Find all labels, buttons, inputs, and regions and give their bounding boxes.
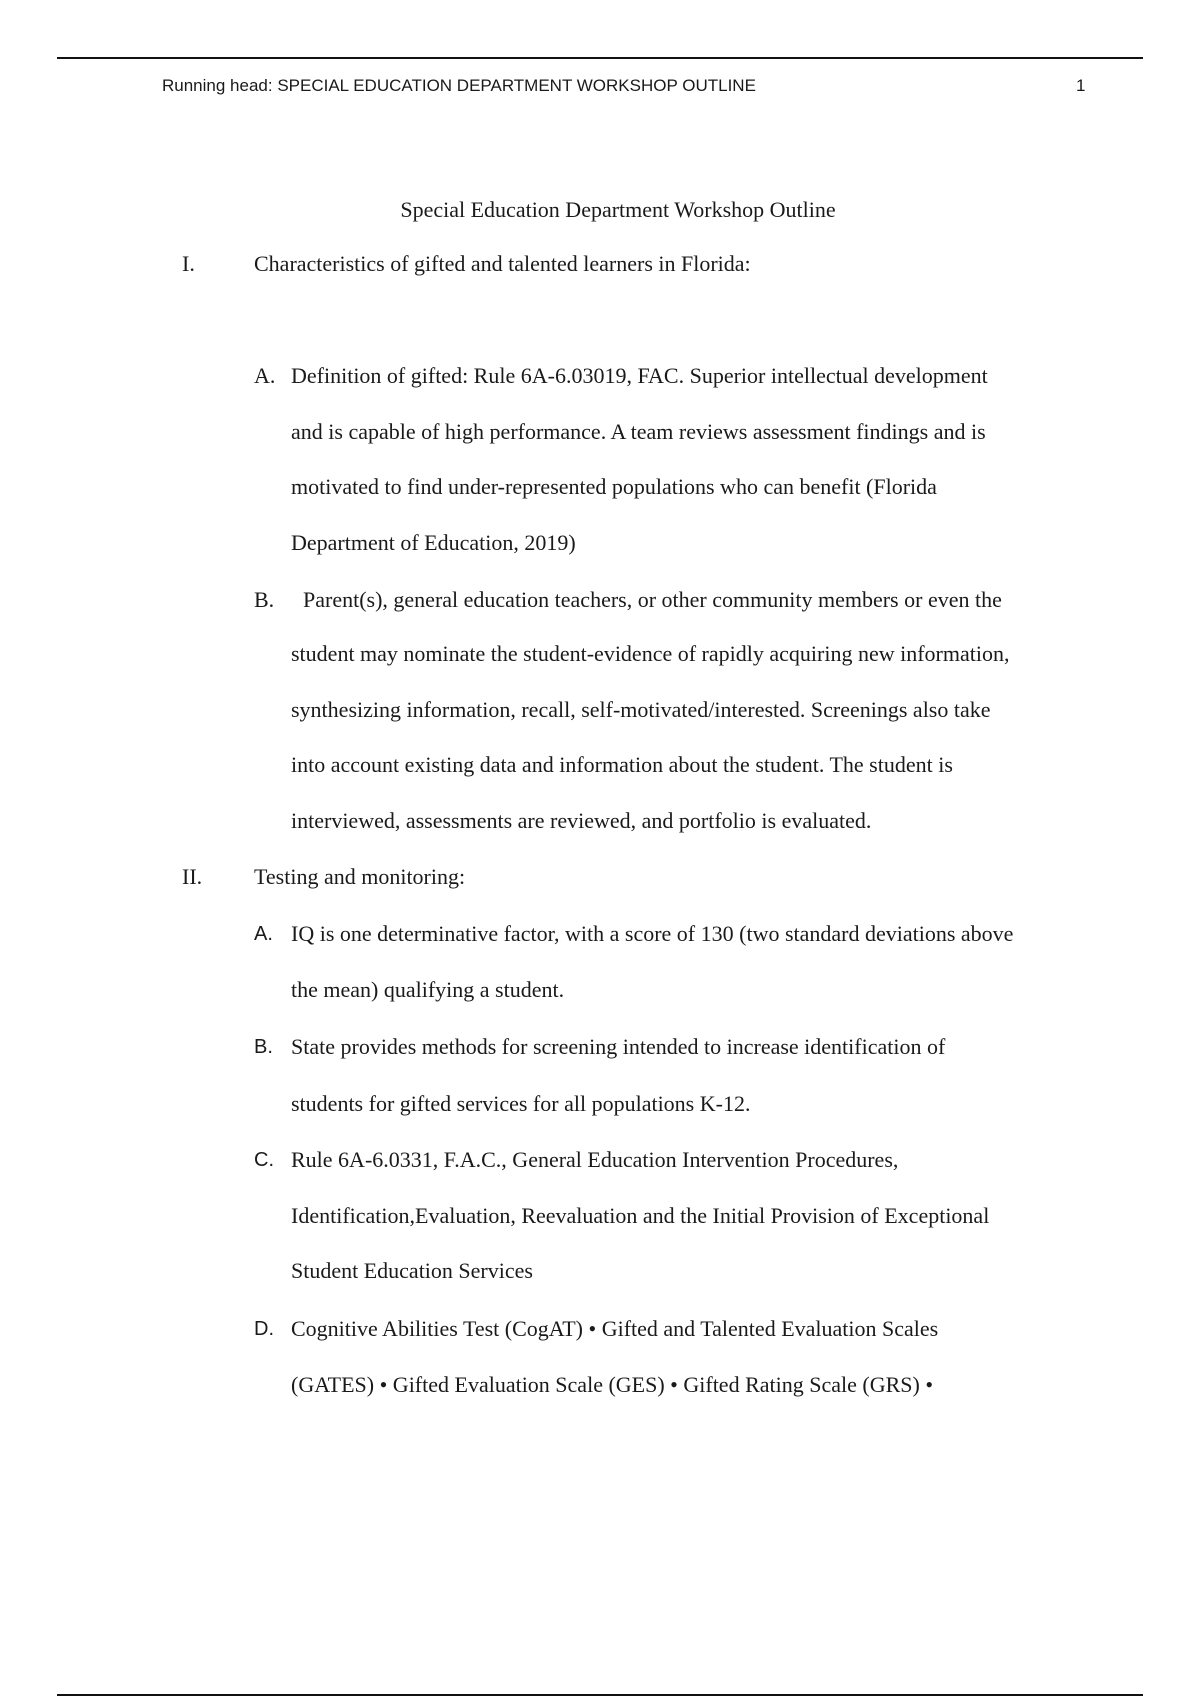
item-line: (GATES) • Gifted Evaluation Scale (GES) • Gifted Rating Scale (GRS) •: [291, 1372, 934, 1397]
item-line: Identification,Evaluation, Reevaluation and the Initial Provision of Exceptional: [291, 1203, 990, 1228]
page-number: 1: [1076, 76, 1086, 95]
item-letter: A.: [254, 923, 273, 945]
section-numeral: I.: [182, 251, 195, 276]
item-line: Rule 6A-6.0331, F.A.C., General Education Intervention Procedures,: [291, 1147, 899, 1172]
item-line: Definition of gifted: Rule 6A-6.03019, FAC. Superior intellectual development: [291, 363, 988, 388]
item-line: interviewed, assessments are reviewed, and portfolio is evaluated.: [291, 808, 872, 833]
item-line: Department of Education, 2019): [291, 530, 576, 555]
item-line: and is capable of high performance. A team reviews assessment findings and is: [291, 419, 986, 444]
item-letter: C.: [254, 1149, 274, 1171]
header-rule: [57, 57, 1143, 59]
item-letter: D.: [254, 1318, 274, 1340]
item-letter: A.: [254, 363, 276, 388]
footer-rule: [57, 1694, 1143, 1696]
item-letter: B.: [254, 1036, 273, 1058]
item-line: IQ is one determinative factor, with a score of 130 (two standard deviations above: [291, 921, 1014, 946]
section-heading: Characteristics of gifted and talented learners in Florida:: [254, 251, 751, 276]
item-line: State provides methods for screening intended to increase identification of: [291, 1034, 946, 1059]
item-line: student may nominate the student-evidence of rapidly acquiring new information,: [291, 641, 1010, 666]
item-line: synthesizing information, recall, self-motivated/interested. Screenings also take: [291, 697, 991, 722]
item-line: Student Education Services: [291, 1258, 533, 1283]
item-line: Parent(s), general education teachers, or other community members or even the: [303, 587, 1002, 612]
item-line: motivated to find under-represented populations who can benefit (Florida: [291, 474, 937, 499]
running-head: Running head: SPECIAL EDUCATION DEPARTMENT WORKSHOP OUTLINE: [162, 76, 756, 95]
item-line: students for gifted services for all populations K-12.: [291, 1091, 751, 1116]
item-line: Cognitive Abilities Test (CogAT) • Gifted and Talented Evaluation Scales: [291, 1316, 939, 1341]
section-heading: Testing and monitoring:: [254, 864, 466, 889]
document-title: Special Education Department Workshop Outline: [400, 197, 836, 222]
item-line: the mean) qualifying a student.: [291, 977, 565, 1002]
section-numeral: II.: [182, 864, 203, 889]
item-line: into account existing data and information about the student. The student is: [291, 752, 953, 777]
item-letter: B.: [254, 587, 275, 612]
